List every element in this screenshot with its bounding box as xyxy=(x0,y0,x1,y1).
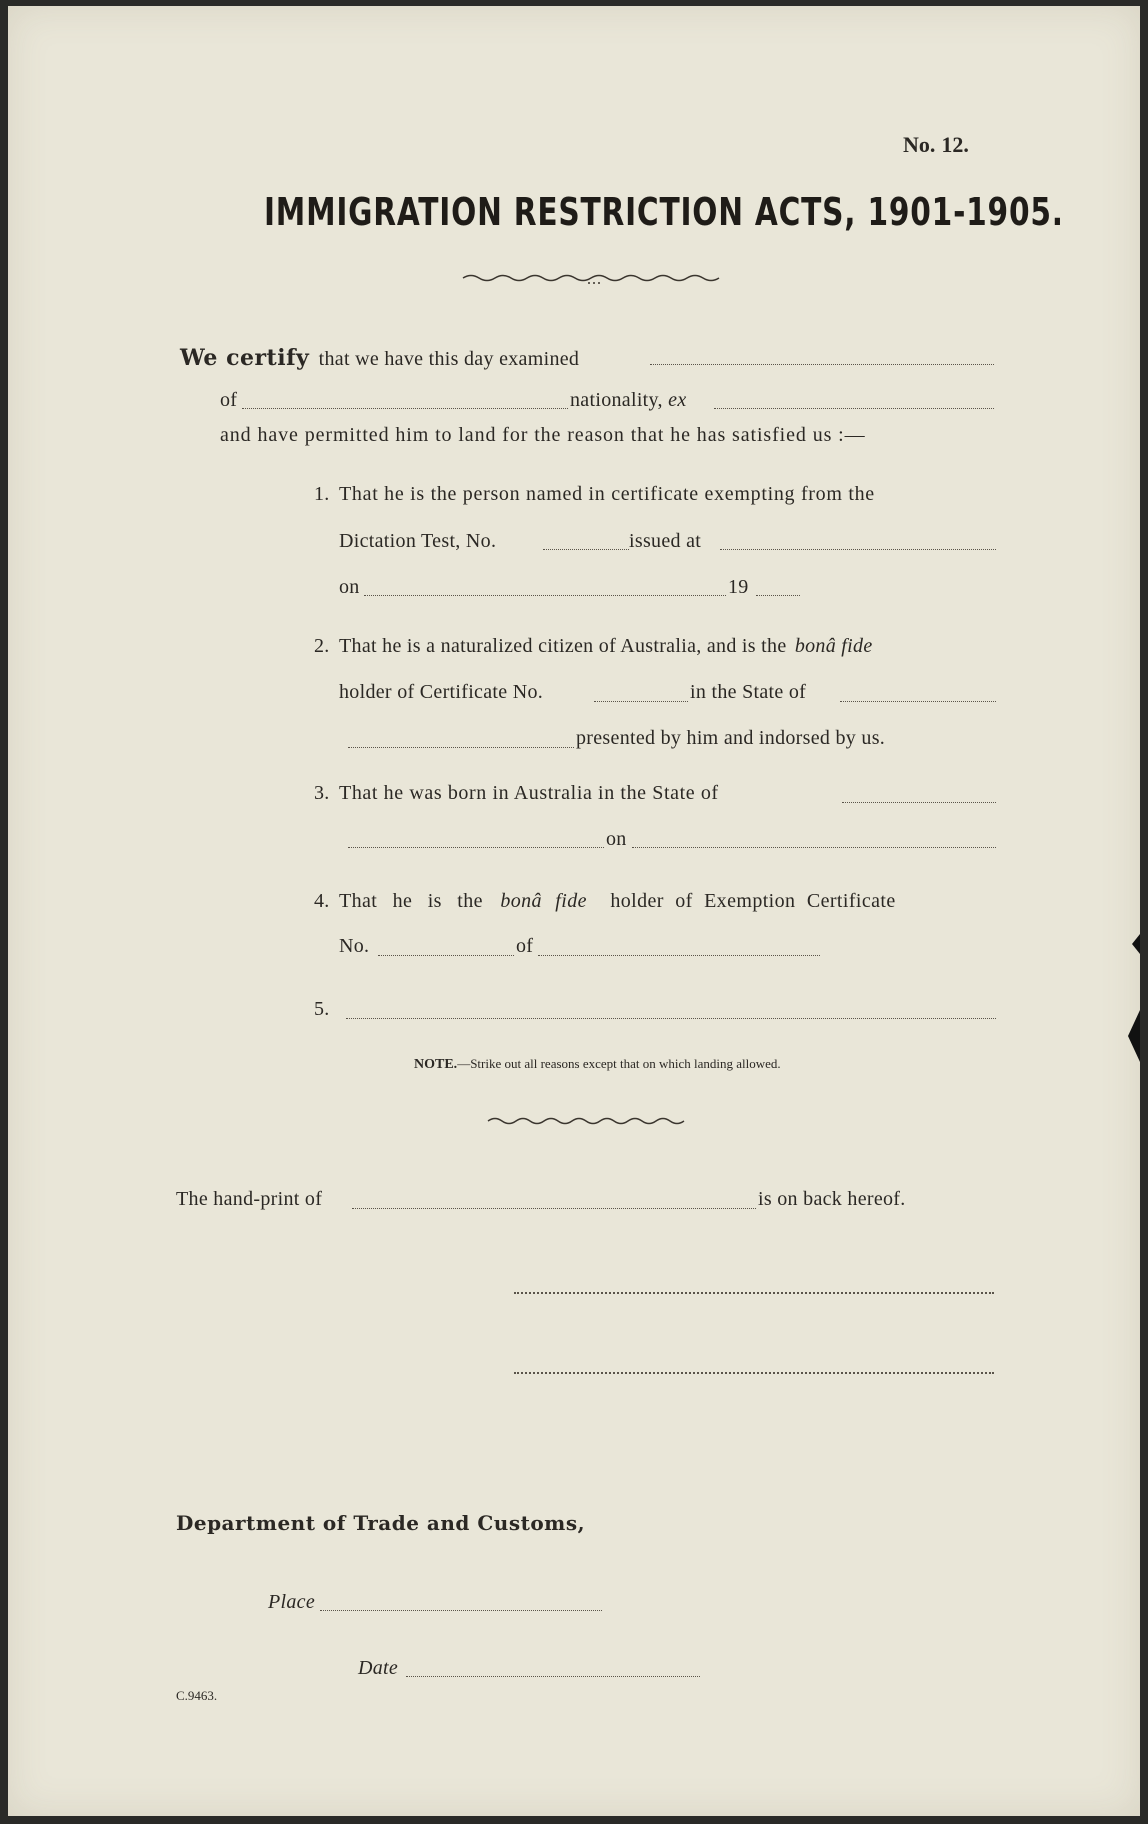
department-heading: Department of Trade and Customs, xyxy=(176,1511,586,1535)
reason-1-date-field[interactable] xyxy=(364,595,726,596)
handprint-label: The hand-print of xyxy=(176,1188,323,1210)
reason-4-number: 4. xyxy=(314,890,330,912)
reason-4-of-label: of xyxy=(516,935,534,957)
reason-3-number: 3. xyxy=(314,782,330,804)
reason-1-line-1: That he is the person named in certificate exempting from the xyxy=(339,483,875,505)
dictation-test-number-field[interactable] xyxy=(543,549,629,550)
form-code: C.9463. xyxy=(176,1688,218,1703)
reason-2-line-1 xyxy=(339,635,873,658)
reason-4-no-label: No. xyxy=(339,935,370,957)
intro-of-label: of xyxy=(220,389,238,411)
exemption-certificate-of-field[interactable] xyxy=(538,955,820,956)
exemption-certificate-number-field[interactable] xyxy=(378,955,514,956)
ex-ship-field[interactable] xyxy=(714,408,994,409)
birth-date-field[interactable] xyxy=(632,847,996,848)
handprint-trailing: is on back hereof. xyxy=(758,1188,906,1210)
form-number-label: No. xyxy=(903,132,936,157)
issued-at-field[interactable] xyxy=(720,549,996,550)
form-number-value: 12. xyxy=(941,132,969,157)
examined-name-field[interactable] xyxy=(650,364,994,365)
ex-label: ex xyxy=(668,389,687,411)
intro-line-3: and have permitted him to land for the reason that he has satisfied us :— xyxy=(220,424,866,446)
reason-4-line-1-b: holder of Exemption Certificate xyxy=(610,890,896,912)
reason-1-on-label: on xyxy=(339,576,360,598)
reason-4-line-1 xyxy=(339,890,896,913)
reason-1-year-label: 19 xyxy=(728,576,749,598)
signature-line-1[interactable] xyxy=(514,1292,994,1294)
intro-line-1-text: that we have this day examined xyxy=(318,348,580,370)
note-label: NOTE. xyxy=(414,1057,458,1072)
reason-2-number: 2. xyxy=(314,635,330,657)
reason-1-number: 1. xyxy=(314,483,330,505)
note-text: —Strike out all reasons except that on which landing allowed. xyxy=(457,1056,781,1071)
reason-1-year-field[interactable] xyxy=(756,595,800,596)
right-edge-tab-1 xyxy=(1132,934,1140,954)
date-label: Date xyxy=(358,1657,399,1679)
reason-4-bona-fide: bonâ fide xyxy=(500,890,587,912)
note-ornament xyxy=(486,1114,692,1128)
form-page xyxy=(8,6,1140,1816)
reason-4-line-1-a: That he is the xyxy=(339,890,483,912)
naturalization-certificate-number-field[interactable] xyxy=(594,701,688,702)
reason-2-certificate-label: holder of Certificate No. xyxy=(339,681,544,703)
form-number xyxy=(903,132,969,158)
intro-nationality-label xyxy=(570,389,687,412)
date-field[interactable] xyxy=(406,1676,700,1677)
reason-5-field[interactable] xyxy=(346,1018,996,1019)
right-edge-tab-2 xyxy=(1128,1010,1140,1062)
intro-lead: We certify xyxy=(180,345,310,371)
reason-5-number: 5. xyxy=(314,998,330,1020)
birth-place-field[interactable] xyxy=(348,847,604,848)
reason-2-line-1-text: That he is a naturalized citizen of Australia, and is the xyxy=(339,635,787,657)
signature-line-2[interactable] xyxy=(514,1372,994,1374)
intro-line-1 xyxy=(180,345,579,371)
reason-1-issued-label: issued at xyxy=(629,530,702,552)
of-field[interactable] xyxy=(242,408,568,409)
reason-1-dictation-label: Dictation Test, No. xyxy=(339,530,497,552)
birth-state-field[interactable] xyxy=(842,802,996,803)
nationality-label: nationality, xyxy=(570,389,663,411)
handprint-name-field[interactable] xyxy=(352,1208,756,1209)
page-title: IMMIGRATION RESTRICTION ACTS, 1901-1905. xyxy=(264,190,1064,234)
title-ornament xyxy=(461,270,721,286)
reason-2-state-label: in the State of xyxy=(690,681,807,703)
reason-3-on-label: on xyxy=(606,828,627,850)
place-label: Place xyxy=(268,1591,316,1613)
reason-2-bona-fide: bonâ fide xyxy=(794,635,873,657)
reason-2-state-field[interactable] xyxy=(840,701,996,702)
reason-2-line-3: presented by him and indorsed by us. xyxy=(576,727,886,749)
place-field[interactable] xyxy=(320,1610,602,1611)
reason-3-line-1: That he was born in Australia in the State of xyxy=(339,782,719,804)
note xyxy=(414,1056,781,1073)
reason-2-presented-field[interactable] xyxy=(348,747,574,748)
